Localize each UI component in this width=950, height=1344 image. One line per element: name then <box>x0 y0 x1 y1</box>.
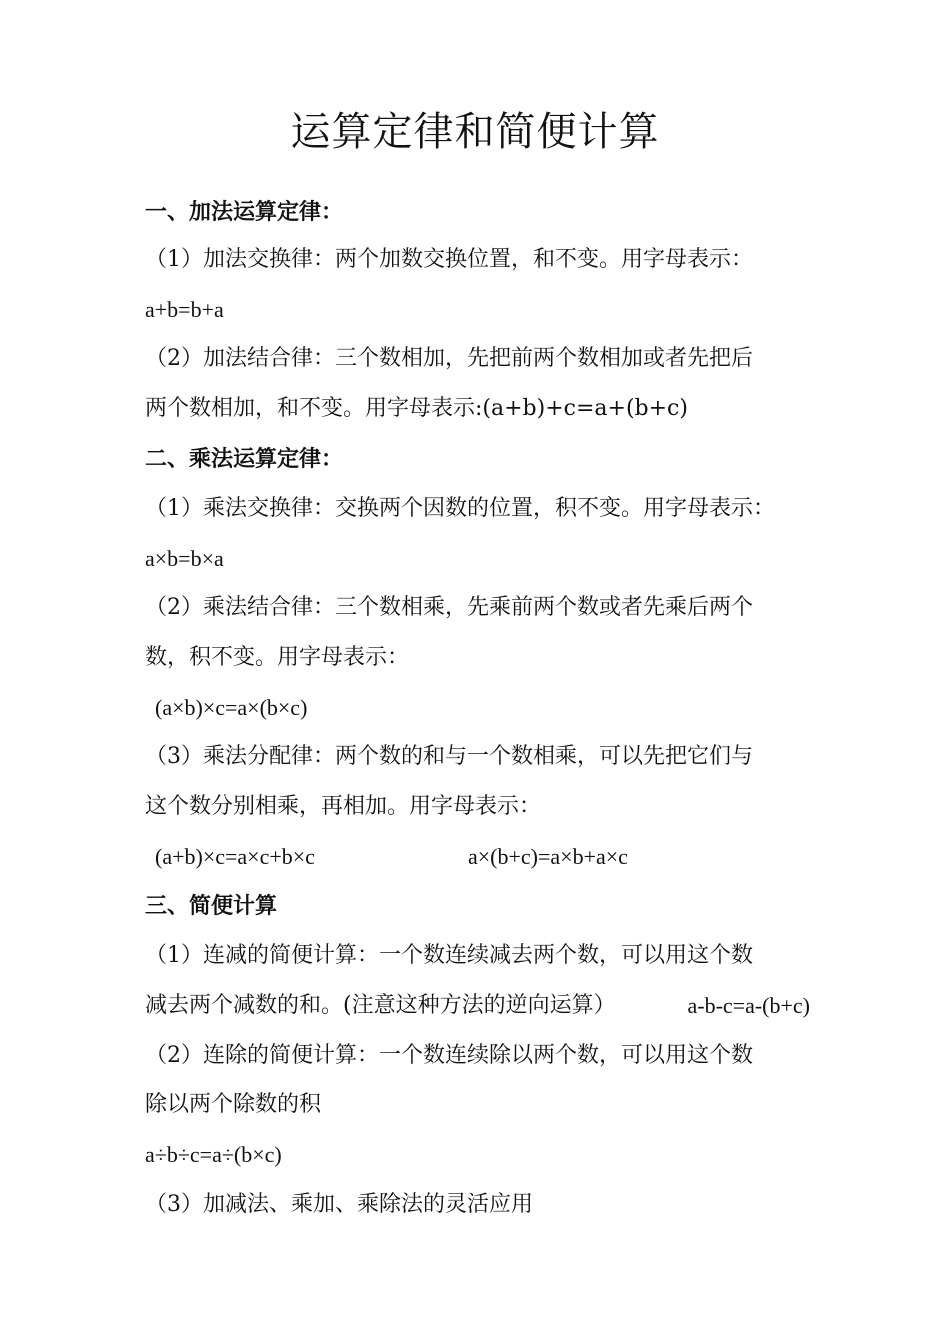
consecutive-subtraction-line1: （1）连减的简便计算：一个数连续减去两个数，可以用这个数 <box>145 943 753 968</box>
addition-commutative-formula: a+b=b+a <box>145 297 224 322</box>
distributive-formula-left: (a+b)×c=a×c+b×c <box>155 844 315 869</box>
consecutive-division-line1: （2）连除的简便计算：一个数连续除以两个数，可以用这个数 <box>145 1043 753 1068</box>
addition-commutative-text: （1）加法交换律：两个加数交换位置，和不变。用字母表示： <box>145 247 753 272</box>
consecutive-subtraction-line2 <box>145 990 810 1022</box>
section-heading-addition: 一、加法运算定律： <box>145 199 344 225</box>
multiplication-commutative-text: （1）乘法交换律：交换两个因数的位置，积不变。用字母表示： <box>145 496 775 521</box>
page-title: 运算定律和简便计算 <box>290 109 660 155</box>
distributive-line2: 这个数分别相乘，再相加。用字母表示： <box>145 794 542 819</box>
addition-associative-line1: （2）加法结合律：三个数相加，先把前两个数相加或者先把后 <box>145 346 753 371</box>
multiplication-associative-line2: 数，积不变。用字母表示： <box>145 645 410 670</box>
distributive-line1: （3）乘法分配律：两个数的和与一个数相乘，可以先把它们与 <box>145 744 753 769</box>
multiplication-associative-formula: (a×b)×c=a×(b×c) <box>155 695 308 720</box>
section-heading-multiplication: 二、乘法运算定律： <box>145 446 344 472</box>
multiplication-associative-line1: （2）乘法结合律：三个数相乘，先乘前两个数或者先乘后两个 <box>145 595 753 620</box>
section-heading-simplified: 三、简便计算 <box>145 893 278 919</box>
addition-associative-line2: 两个数相加，和不变。用字母表示:(a+b)+c=a+(b+c) <box>145 396 688 421</box>
consecutive-subtraction-note: 减去两个减数的和。(注意这种方法的逆向运算） <box>145 993 616 1018</box>
distributive-formula-right: a×(b+c)=a×b+a×c <box>468 844 628 869</box>
consecutive-subtraction-formula: a-b-c=a-(b+c) <box>687 993 810 1018</box>
flexible-application-text: （3）加减法、乘加、乘除法的灵活应用 <box>145 1192 533 1217</box>
consecutive-division-line2: 除以两个除数的积 <box>145 1092 322 1117</box>
multiplication-commutative-formula: a×b=b×a <box>145 546 224 571</box>
distributive-formulas <box>155 841 820 873</box>
consecutive-division-formula: a÷b÷c=a÷(b×c) <box>145 1142 282 1167</box>
